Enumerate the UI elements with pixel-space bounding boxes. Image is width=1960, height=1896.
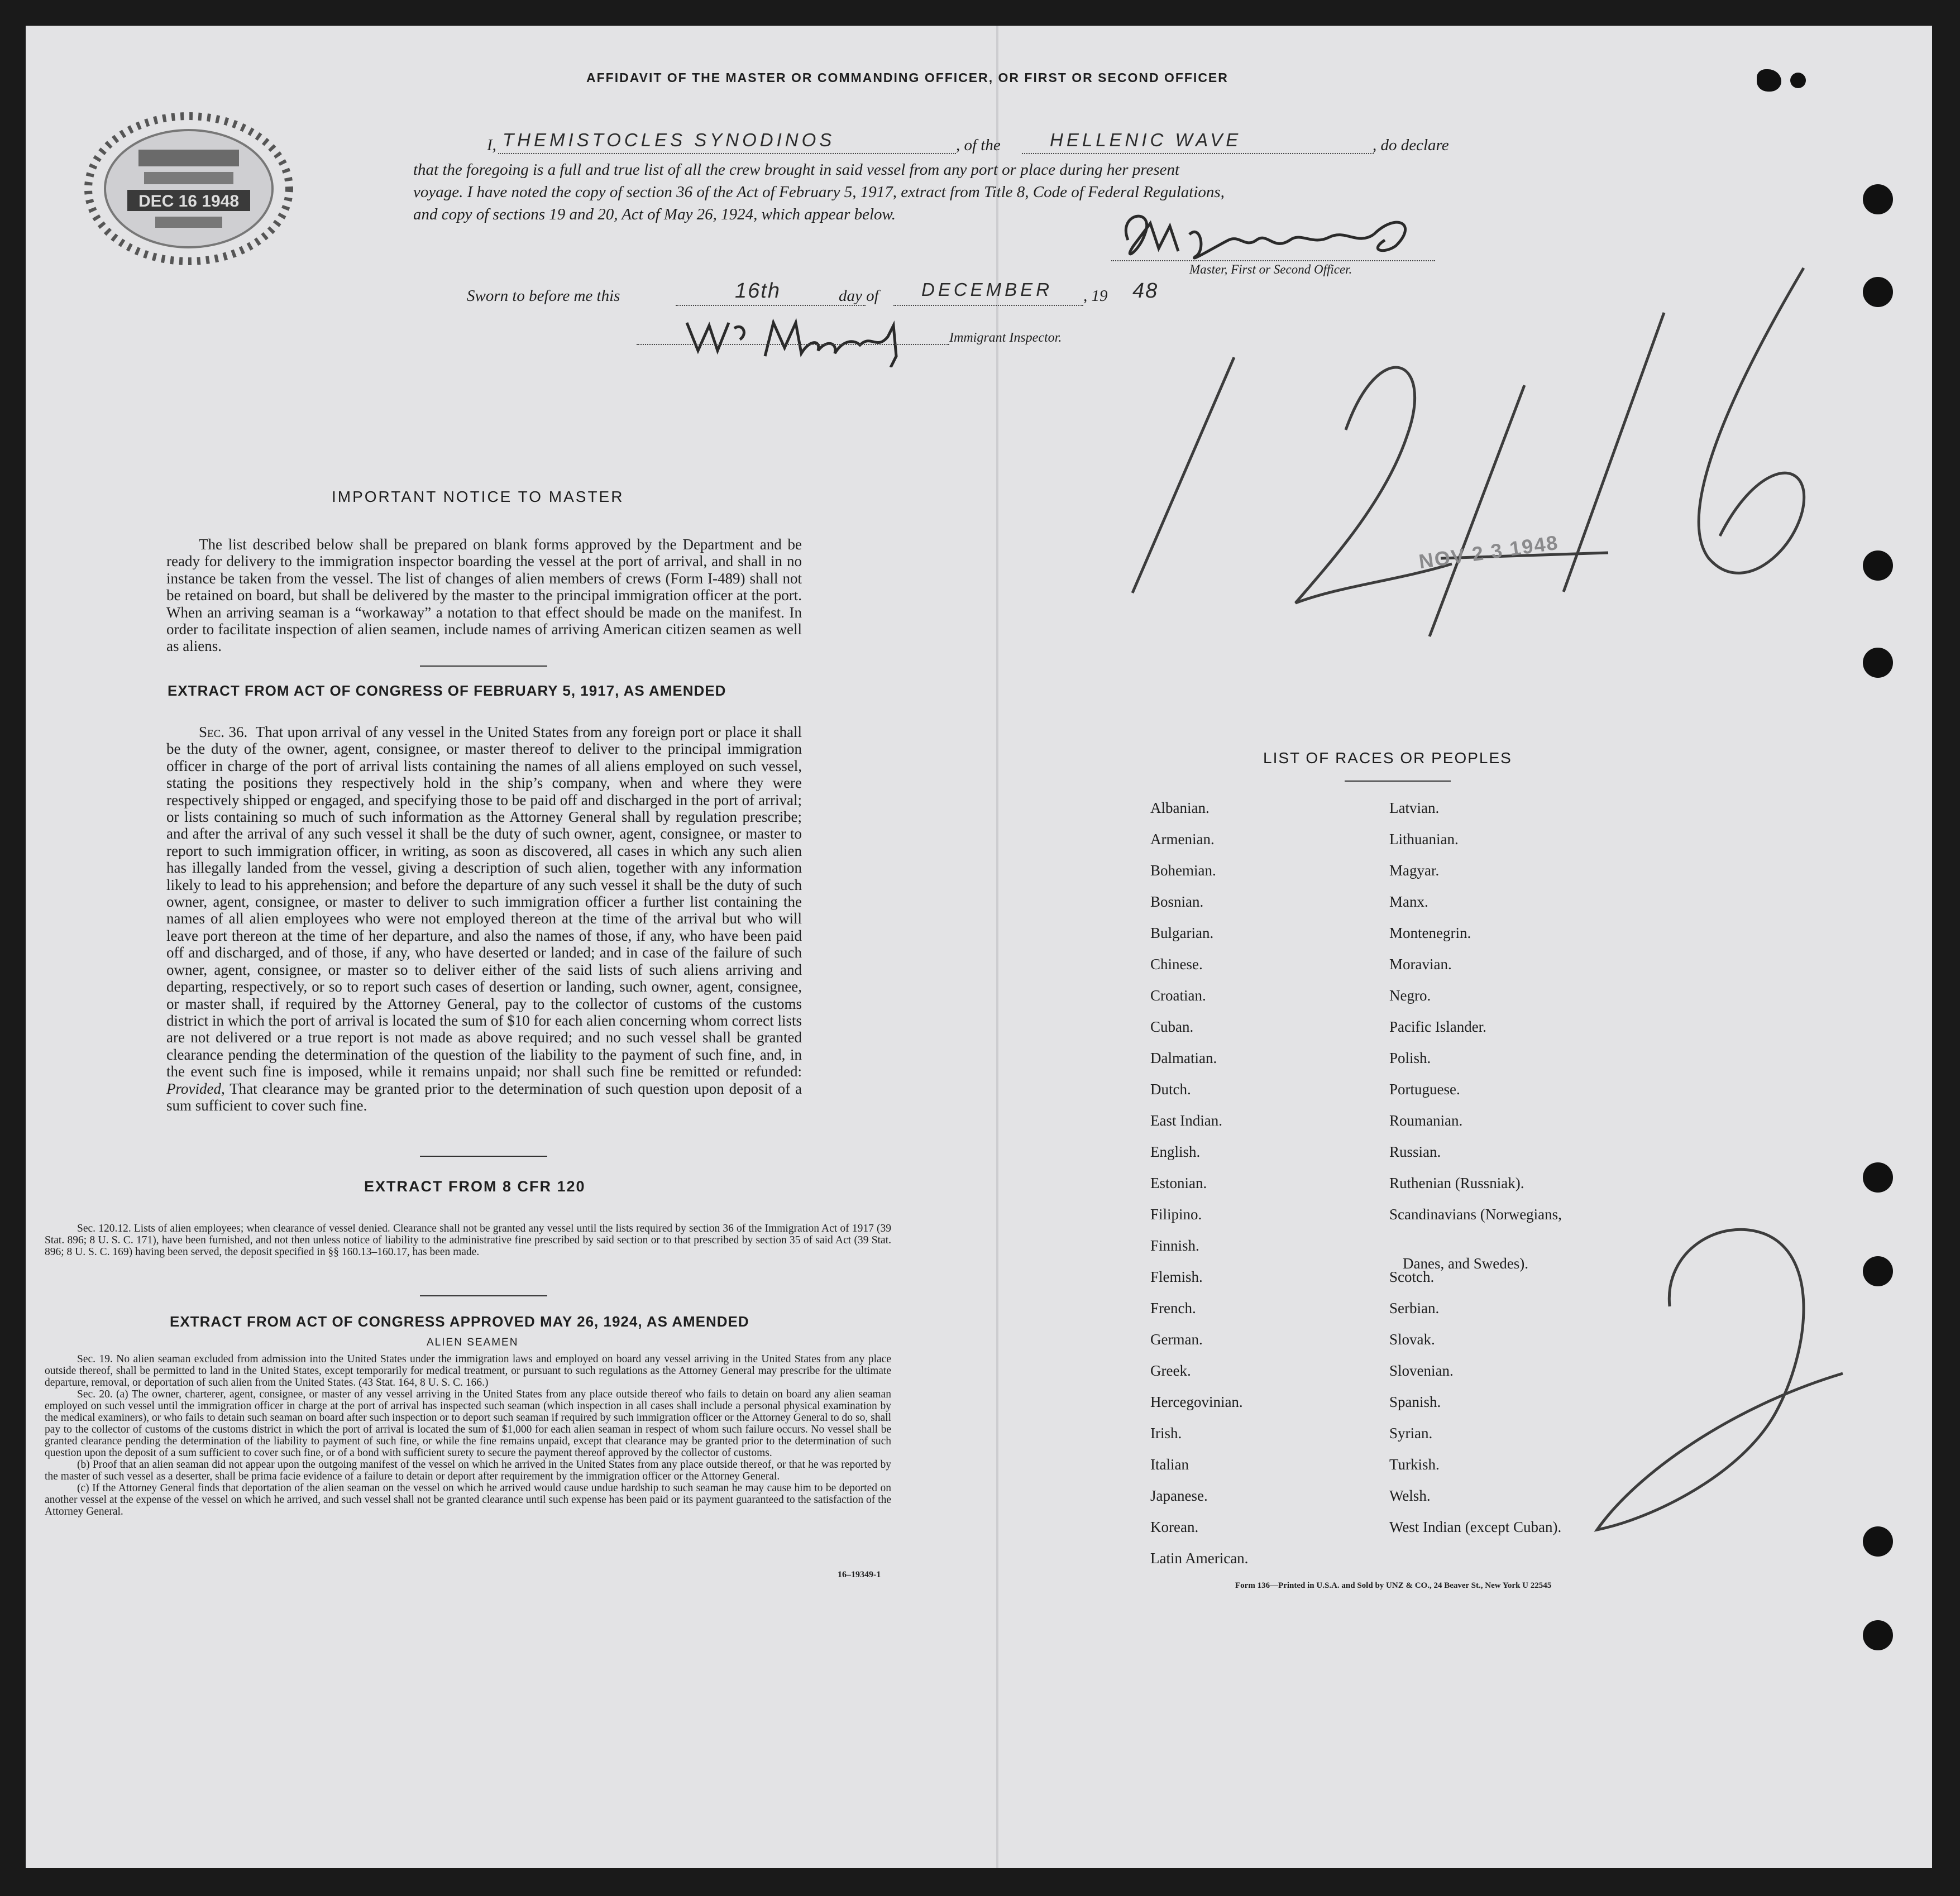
race-item: Flemish. — [1150, 1268, 1203, 1285]
punch-hole — [1863, 184, 1893, 214]
race-item: Russian. — [1389, 1143, 1441, 1160]
punch-hole — [1863, 1162, 1893, 1193]
divider — [1345, 781, 1451, 782]
extract-1917-body — [166, 724, 802, 1114]
sec20a-text: Sec. 20. (a) The owner, charterer, agent, consignee, or master of any vessel arriving in the United States from any place outside thereof who fails to detain on board any alien seaman employed on such vessel until the immigration officer in charge at the port of arrival has inspected such seaman (which inspection in all cases shall include a personal physical examination by the medical examiners), or who fails to detain such seaman on board after such inspection or to deport such seaman if required by such immigration officer or the Attorney General to do so, shall pay to the collector of customs of the customs district in which the port of arrival is located the sum of $1,000 for each alien seaman in respect of whom such failure occurs. No vessel shall be granted clearance pending the determination of the liability to payment of such fine, or while the fine remains unpaid, except that clearance may be granted prior to the determination of such question upon the deposit of a sum sufficient to cover such fine, or of a bond with sufficient surety to secure the payment thereof approved by the collector of customs. — [45, 1389, 891, 1459]
affidavit-text-line1: that the foregoing is a full and true list of all the crew brought in said vessel from any port or place during her present — [413, 161, 1180, 179]
race-item: Cuban. — [1150, 1018, 1194, 1035]
vessel-name-line — [1022, 153, 1374, 154]
vessel-name: HELLENIC WAVE — [1050, 130, 1242, 150]
race-item: Scandinavians (Norwegians, — [1389, 1206, 1562, 1223]
sec19-text: Sec. 19. No alien seaman excluded from admission into the United States under the immigration laws and employed on board any vessel arriving in the United States from any place outside thereof, shall be permitted to land in the United States, except temporarily for medical treatment, or pursuant to such regulations as the Attorney General may prescribe for the ultimate departure, removal, or deportation of such alien from the United States. (43 Stat. 164, 8 U. S. C. 166.) — [45, 1353, 891, 1389]
official-seal-stamp — [83, 111, 295, 267]
race-item: Slovak. — [1389, 1331, 1435, 1348]
race-item: Croatian. — [1150, 987, 1206, 1004]
punch-hole — [1863, 277, 1893, 307]
form-code: 16–19349-1 — [838, 1570, 881, 1579]
cfr-body: Sec. 120.12. Lists of alien employees; when clearance of vessel denied. Clearance shall not be granted any vessel until the lists required by section 36 of the Immigration Act of 1917 (39 Stat. 896; 8 U. S. C. 171), have been furnished, and not then unless notice of liability to the administrative fine prescribed by said section or to that prescribed by section 35 of said Act (39 Stat. 896; 8 U. S. C. 169) having been served, the deposit specified in §§ 160.13–160.17, has been made. — [45, 1223, 891, 1258]
race-item: Scotch. — [1389, 1268, 1435, 1285]
race-item: Italian — [1150, 1456, 1189, 1473]
race-item: Greek. — [1150, 1362, 1191, 1379]
extract-1924-title: EXTRACT FROM ACT OF CONGRESS APPROVED MAY 26, 1924, AS AMENDED — [170, 1313, 749, 1330]
punch-hole — [1863, 1620, 1893, 1650]
race-item: Filipino. — [1150, 1206, 1202, 1223]
of-the-label: , of the — [956, 136, 1001, 154]
alien-seamen-subtitle: ALIEN SEAMEN — [427, 1337, 519, 1348]
race-item: Danes, and Swedes). — [1403, 1255, 1528, 1272]
race-item: Estonian. — [1150, 1175, 1207, 1191]
divider — [420, 1156, 547, 1157]
race-item: English. — [1150, 1143, 1201, 1160]
race-item: Japanese. — [1150, 1487, 1208, 1504]
race-item: Albanian. — [1150, 799, 1210, 816]
race-item: Polish. — [1389, 1050, 1431, 1066]
race-item: Dutch. — [1150, 1081, 1191, 1098]
races-title: LIST OF RACES OR PEOPLES — [1263, 749, 1512, 767]
affidavit-title: AFFIDAVIT OF THE MASTER OR COMMANDING OFFICER, OR FIRST OR SECOND OFFICER — [586, 70, 1228, 85]
race-item: Korean. — [1150, 1519, 1199, 1535]
race-item: Ruthenian (Russniak). — [1389, 1175, 1524, 1191]
sec20b-text: (b) Proof that an alien seaman did not appear upon the outgoing manifest of the vessel on which he arrived in the United States from any place outside thereof, or that he was reported by the master of such vessel as a deserter, shall be prima facie evidence of a failure to detain or deport after requirement by the immigration officer or the Attorney General. — [45, 1459, 891, 1482]
signature-role: Master, First or Second Officer. — [1189, 262, 1352, 276]
race-item: Lithuanian. — [1389, 831, 1459, 848]
master-name: THEMISTOCLES SYNODINOS — [503, 130, 835, 150]
center-fold — [996, 26, 998, 1868]
race-item: German. — [1150, 1331, 1203, 1348]
race-item: Pacific Islander. — [1389, 1018, 1486, 1035]
stamp-date: DEC 16 1948 — [138, 192, 240, 210]
race-item: Chinese. — [1150, 956, 1203, 973]
race-item: Bulgarian. — [1150, 925, 1214, 941]
race-item: Moravian. — [1389, 956, 1452, 973]
race-item: Portuguese. — [1389, 1081, 1460, 1098]
affidavit-text-line2: voyage. I have noted the copy of section 36 of the Act of February 5, 1917, extract from Title 8, Code of Federal Regulations, — [413, 183, 1225, 201]
day-of-label: day of — [839, 287, 879, 305]
race-item: Negro. — [1389, 987, 1431, 1004]
race-item: French. — [1150, 1300, 1196, 1316]
race-item: Spanish. — [1389, 1394, 1441, 1410]
affidavit-text-line3: and copy of sections 19 and 20, Act of May 26, 1924, which appear below. — [413, 205, 896, 223]
race-item: Bohemian. — [1150, 862, 1216, 879]
inspector-line — [637, 344, 949, 345]
inspector-role: Immigrant Inspector. — [949, 331, 1062, 345]
race-item: Latvian. — [1389, 799, 1440, 816]
corner-mark — [1757, 69, 1781, 92]
provided-text: That clearance may be granted prior to the determination of such question upon deposit of a sum sufficient to cover such fine. — [166, 1080, 802, 1114]
extract-1924-body — [45, 1353, 891, 1517]
race-item: Latin American. — [1150, 1550, 1249, 1567]
notice-title: IMPORTANT NOTICE TO MASTER — [332, 488, 624, 505]
race-item: Serbian. — [1389, 1300, 1440, 1316]
race-item: Manx. — [1389, 893, 1428, 910]
divider — [420, 1295, 547, 1296]
race-item: Montenegrin. — [1389, 925, 1471, 941]
race-item: Dalmatian. — [1150, 1050, 1217, 1066]
punch-hole — [1863, 1256, 1893, 1286]
race-item: Turkish. — [1389, 1456, 1440, 1473]
provided-label: Provided, — [166, 1080, 225, 1097]
sworn-day: 16th — [735, 279, 781, 303]
sworn-month-line — [893, 305, 1083, 306]
divider — [420, 665, 547, 667]
race-item: East Indian. — [1150, 1112, 1222, 1129]
received-date-stamp: NOV 2 3 1948 — [1417, 530, 1560, 573]
sec36-text: That upon arrival of any vessel in the United States from any foreign port or place it shall be the duty of the owner, agent, consignee, or master thereof to deliver to the principal immigration officer in charge of the port of arrival lists containing the names of all aliens employed on such vessel, stating the positions they respectively hold in the ship’s company, when and where they were respectively shipped or engaged, and specifying those to be paid off and discharged in the port of arrival; or lists containing so much of such information as the Attorney General shall by regulation prescribe; and after the arrival of any such vessel it shall be the duty of such owner, agent, consignee, or master to report to such immigration officer, in writing, as soon as discovered, all cases in which any such alien has illegally landed from the vessel, giving a description of such alien, together with any information likely to lead to his apprehension; and before the departure of any such vessel it shall be the duty of such owner, agent, consignee, or master to deliver to such immigration officer a further list containing the names of all alien employees who were not employed thereon at the time of the arrival but who will leave port thereon at the time of her departure, and also the names of those, if any, who have been paid off and discharged, and of those, if any, who have deserted or landed; and in case of the failure of such owner, agent, consignee, or master so to deliver either of the said lists of such aliens arriving and departing, respectively, or so to report such cases of desertion or landing, such owner, agent, consignee, or master shall, if required by the Attorney General, pay to the collector of customs of the customs district in which the port of arrival is located the sum of $10 for each alien concerning whom correct lists are not delivered or a true report is not made as above required; and no such vessel shall be granted clearance pending the determination of the question of the liability to the payment of such fine, and, in the event such fine is imposed, while it remains unpaid; nor shall such fine be remitted or refunded: — [166, 724, 802, 1080]
race-item: West Indian (except Cuban). — [1389, 1519, 1562, 1535]
extract-1917-title: EXTRACT FROM ACT OF CONGRESS OF FEBRUARY 5, 1917, AS AMENDED — [168, 682, 726, 699]
race-item: Hercegovinian. — [1150, 1394, 1243, 1410]
punch-hole — [1863, 1526, 1893, 1557]
year-prefix: , 19 — [1083, 287, 1108, 305]
race-item: Slovenian. — [1389, 1362, 1454, 1379]
year-suffix: 48 — [1132, 279, 1159, 303]
sec20c-text: (c) If the Attorney General finds that deportation of the alien seaman on the vessel on which he arrived would cause undue hardship to such seaman he may cause him to be deported on another vessel at the expense of the vessel on which he arrived, and such vessel shall not be granted clearance until such expense has been paid or its payment guaranteed to the satisfaction of the Attorney General. — [45, 1482, 891, 1517]
affidavit-i-label: I, — [487, 136, 496, 154]
race-item: Syrian. — [1389, 1425, 1433, 1442]
race-item: Finnish. — [1150, 1237, 1199, 1254]
race-item: Roumanian. — [1389, 1112, 1463, 1129]
punch-hole — [1863, 648, 1893, 678]
signature-line — [1111, 260, 1435, 261]
sworn-month: DECEMBER — [921, 279, 1053, 300]
form-footer: Form 136—Printed in U.S.A. and Sold by UNZ & CO., 24 Beaver St., New York U 22545 — [1235, 1581, 1552, 1590]
punch-hole — [1863, 550, 1893, 581]
race-item: Irish. — [1150, 1425, 1182, 1442]
inspector-signature — [681, 306, 921, 367]
sworn-label: Sworn to before me this — [467, 287, 620, 305]
race-item: Magyar. — [1389, 862, 1440, 879]
corner-mark — [1790, 73, 1806, 88]
master-name-line — [498, 153, 956, 154]
sec36-label: Sec. 36. — [199, 724, 248, 740]
declare-label: , do declare — [1373, 136, 1449, 154]
race-item: Welsh. — [1389, 1487, 1431, 1504]
notice-body: The list described below shall be prepared on blank forms approved by the Department and be ready for delivery to the immigration inspector boarding the vessel at the port of arrival, and shall in no instance be taken from the vessel. The list of changes of alien members of crews (Form I-489) shall not be retained on board, but shall be delivered by the master to the principal immigration officer at the port. When an arriving seaman is a “workaway” a notation to that effect should be made on the manifest. In order to facilitate inspection of alien seamen, include names of arriving American citizen seamen as well as aliens. — [166, 536, 802, 655]
race-item: Armenian. — [1150, 831, 1215, 848]
cfr-title: EXTRACT FROM 8 CFR 120 — [364, 1178, 586, 1195]
race-item: Bosnian. — [1150, 893, 1204, 910]
